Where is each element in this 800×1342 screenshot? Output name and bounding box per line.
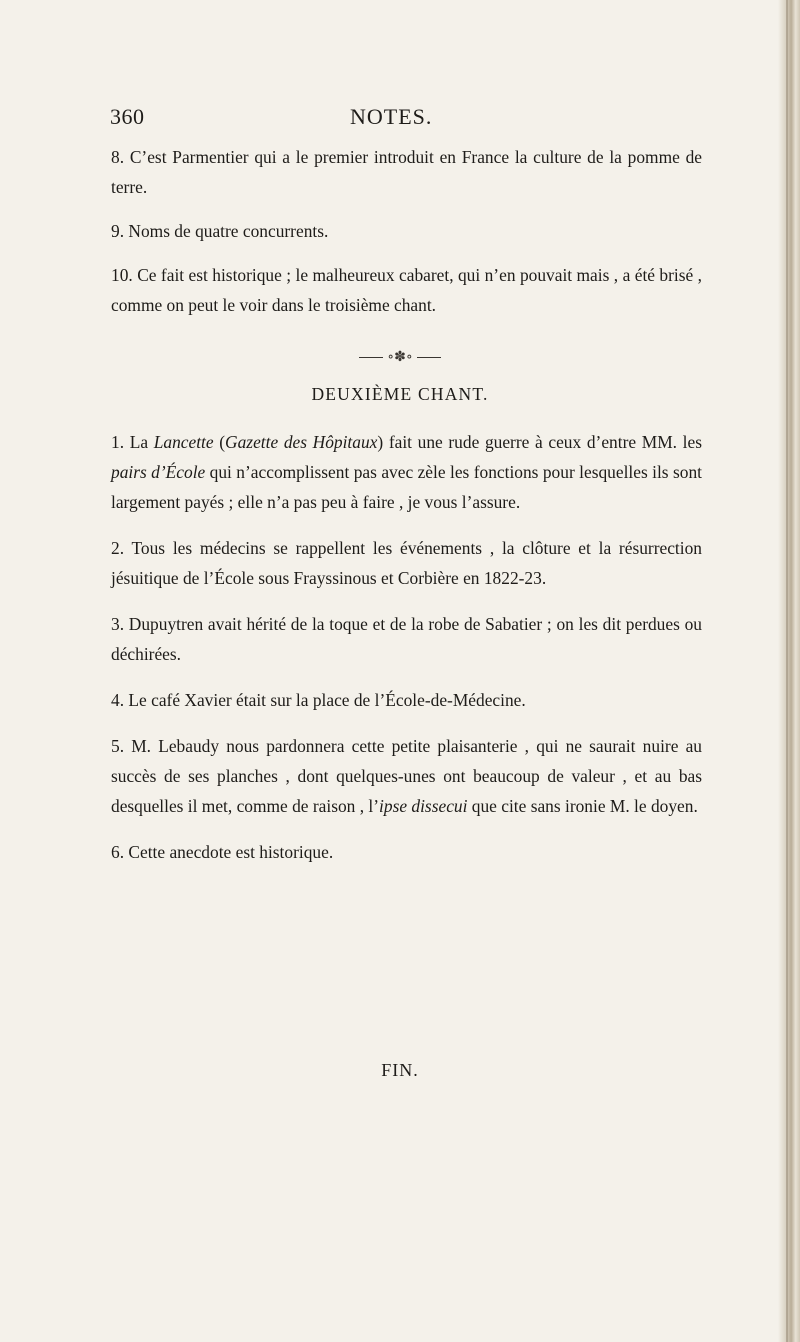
page-number: 360 (110, 104, 145, 129)
page-edge-line (786, 0, 788, 1342)
page-header (110, 104, 710, 136)
note-text: La (129, 432, 154, 452)
note-text: M. Lebaudy nous pardonnera cette petite plaisanterie , qui ne saurait nuire au succès de ses planches , dont quelques-unes ont beaucoup de valeur , et au bas desquelles il met, comme de raison , l’ (111, 736, 702, 816)
note-italic-phrase: pairs d’École (111, 462, 206, 482)
note-number: 4. (111, 690, 125, 710)
end-mark: FIN. (381, 1060, 419, 1080)
note-5 (111, 731, 702, 821)
note-9 (111, 216, 702, 246)
note-text: ) fait une rude guerre à ceux d’entre MM. les (377, 432, 702, 452)
note-number: 5. (111, 736, 125, 756)
note-10 (111, 260, 702, 320)
note-text: qui n’accomplissent pas avec zèle les fonctions pour lesquelles ils sont largement payés ; elle n’a pas peu à faire , je vous l’assure. (111, 462, 702, 512)
note-1 (111, 427, 702, 517)
note-text: Le café Xavier était sur la place de l’École-de-Médecine. (128, 690, 526, 710)
note-text: que cite sans ironie M. le doyen. (467, 796, 698, 816)
note-8 (111, 142, 702, 202)
note-text: Ce fait est historique ; le malheureux cabaret, qui n’en pouvait mais , a été brisé , comme on peut le voir dans le troisième chant. (111, 265, 702, 315)
note-number: 9. (111, 221, 125, 241)
note-number: 6. (111, 842, 125, 862)
note-number: 3. (111, 614, 125, 634)
note-2 (111, 533, 702, 593)
section-separator (0, 349, 800, 366)
note-4 (111, 685, 702, 715)
section-title: DEUXIÈME CHANT. (311, 384, 489, 404)
note-italic-title: Lancette (153, 432, 214, 452)
note-text: Cette anecdote est historique. (128, 842, 334, 862)
note-3 (111, 609, 702, 669)
notes-second-chant (111, 427, 702, 867)
note-italic-title: Gazette des Hôpitaux (225, 432, 378, 452)
running-head: NOTES. (350, 104, 433, 129)
separator-ornament: ∘✽∘ (387, 350, 413, 365)
note-italic-phrase: ipse dissecui (379, 796, 468, 816)
note-text: Noms de quatre concurrents. (128, 221, 329, 241)
page-edge-shadow (778, 0, 800, 1342)
note-text: Tous les médecins se rappellent les événements , la clôture et la résurrection jésuitique de l’École sous Frayssinous et Corbière en 1822-23. (111, 538, 702, 588)
note-number: 8. (111, 147, 125, 167)
note-text: Dupuytren avait hérité de la toque et de la robe de Sabatier ; on les dit perdues ou déchirées. (111, 614, 702, 664)
note-text: C’est Parmentier qui a le premier introduit en France la culture de la pomme de terre. (111, 147, 702, 197)
note-text: ( (213, 432, 226, 452)
notes-first-chant (111, 142, 702, 320)
note-6 (111, 837, 702, 867)
note-number: 2. (111, 538, 125, 558)
note-number: 10. (111, 265, 133, 285)
note-number: 1. (111, 432, 125, 452)
